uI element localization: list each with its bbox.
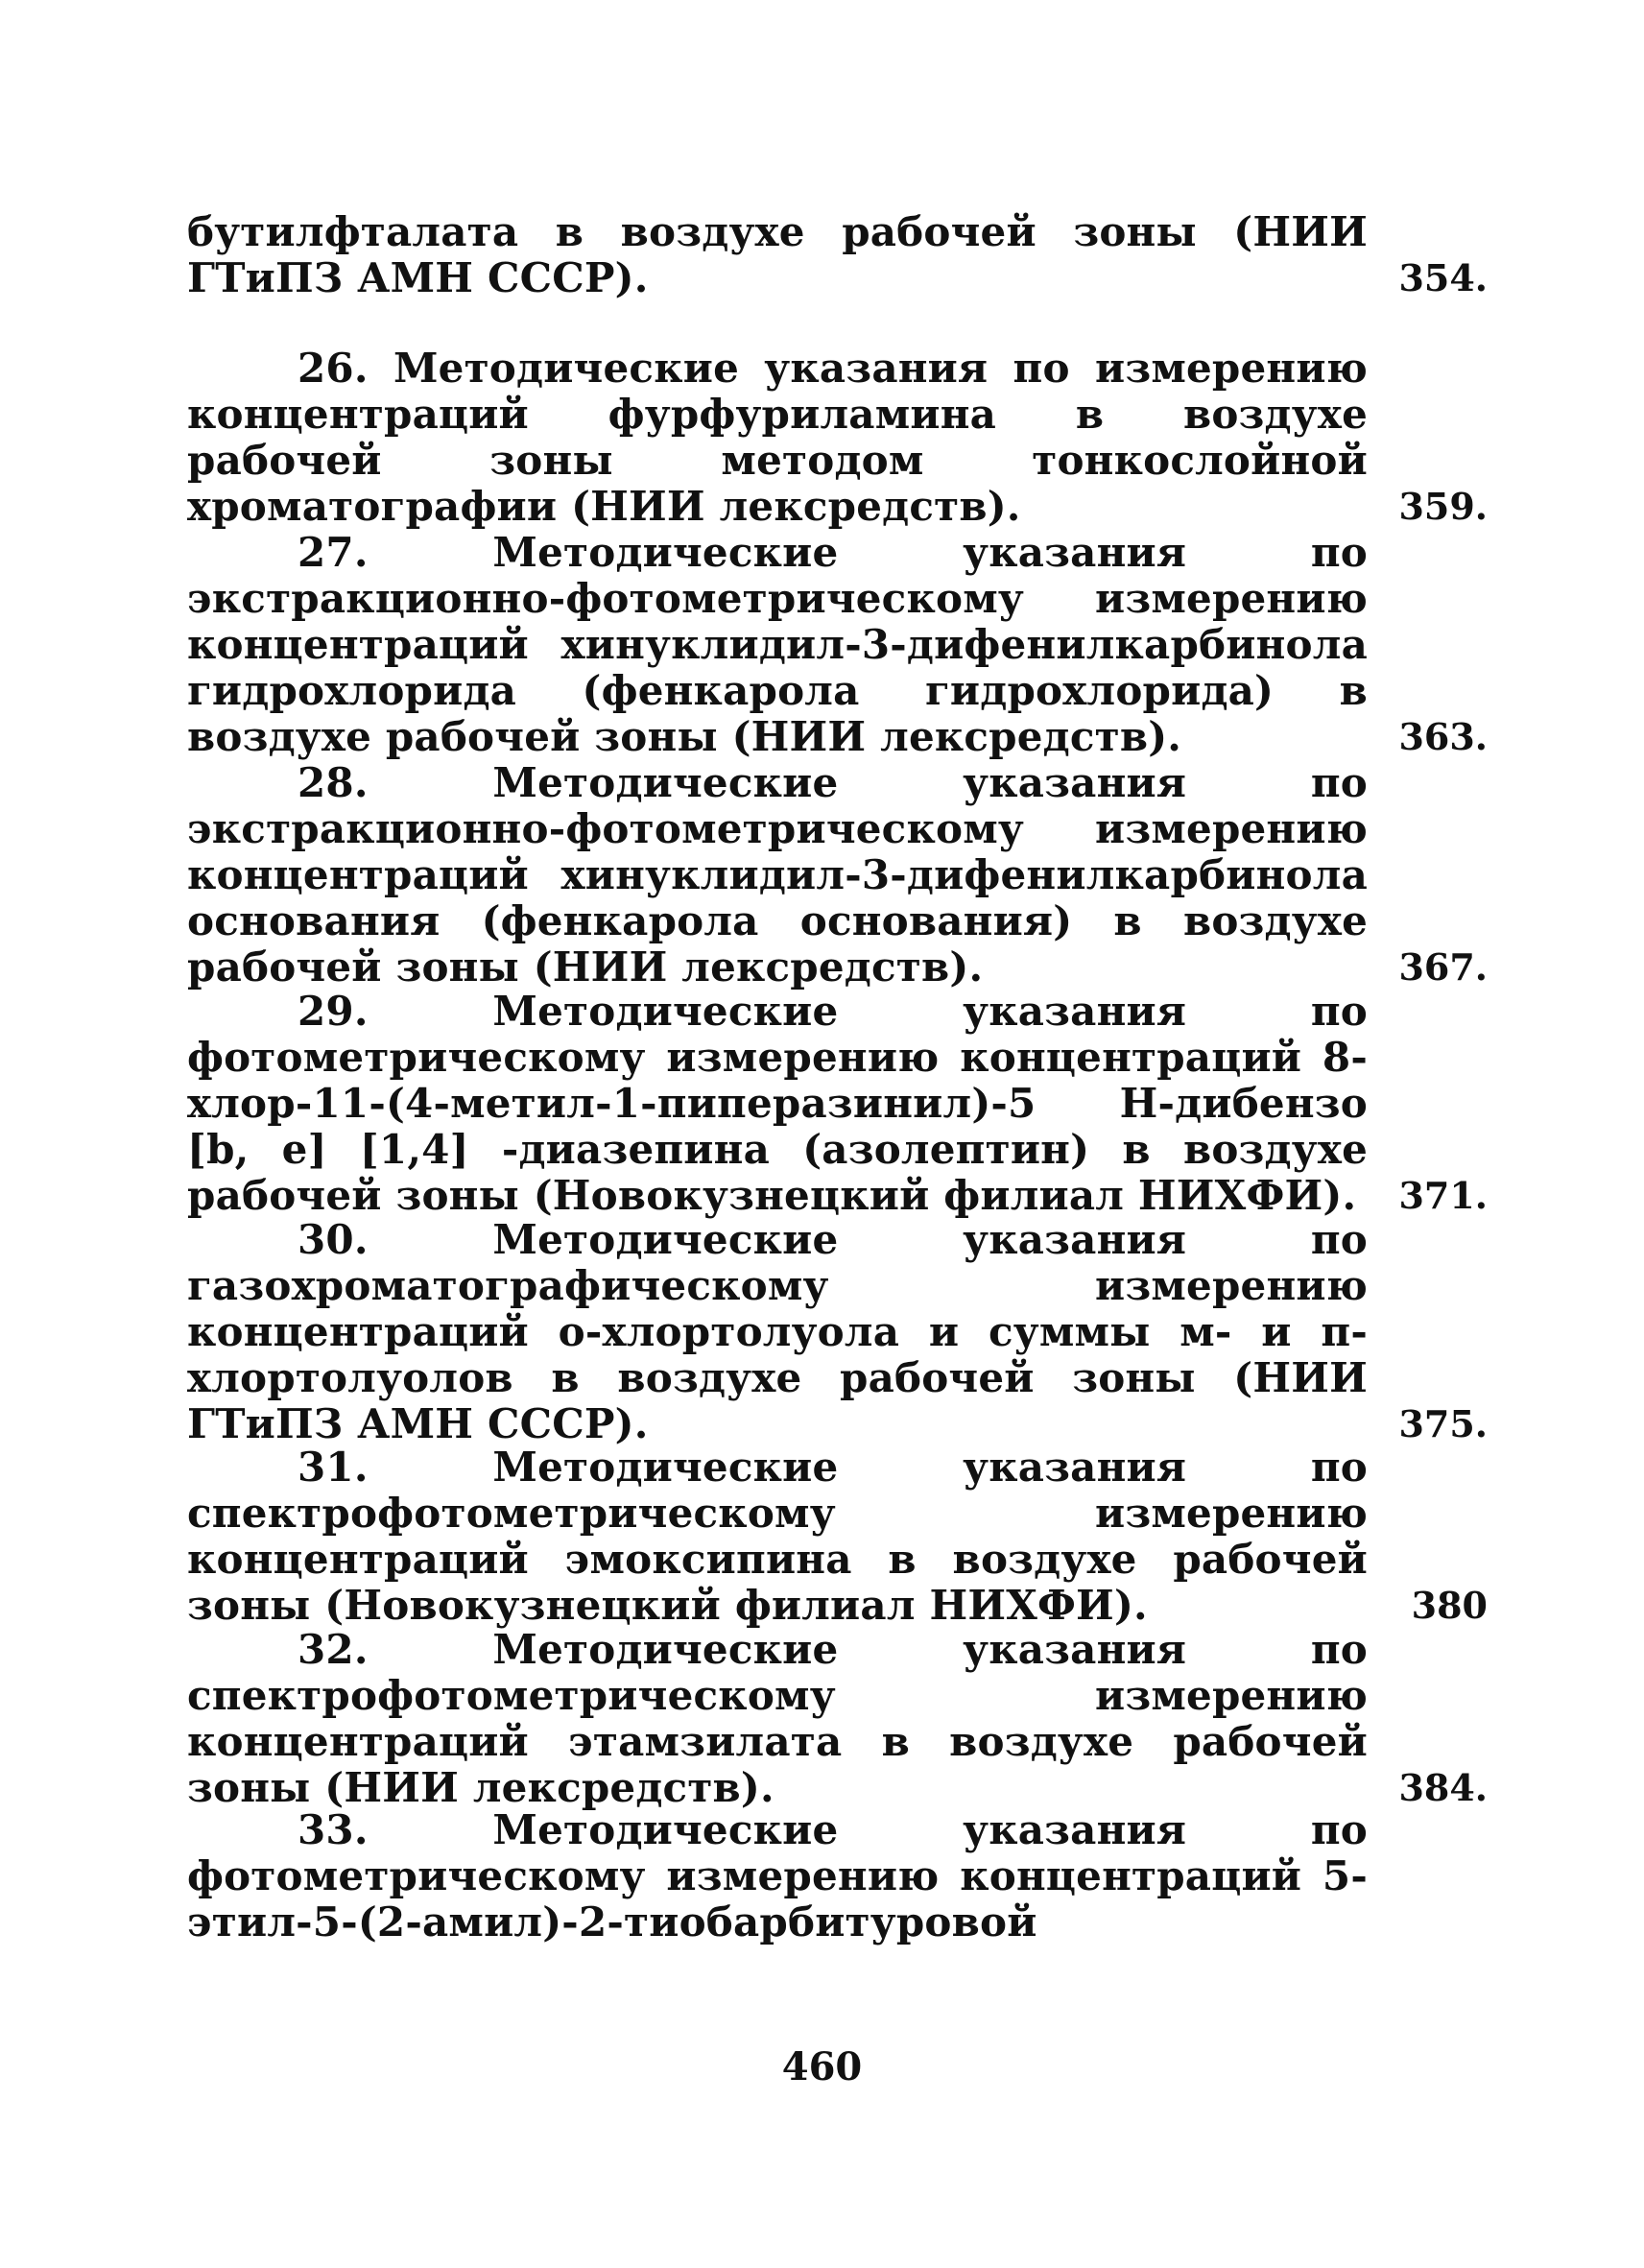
toc-entry-26: [187, 346, 1488, 530]
entry-page-ref: 384.: [1398, 1766, 1488, 1809]
entry-page-ref: 380: [1411, 1584, 1488, 1627]
entry-text: 30. Методические указания по газохроматографическому измерению концентраций о-хлортолуола и суммы м- и п-хлортолуолов в воздухе рабочей зоны (НИИ ГТиПЗ АМН СССР).: [187, 1216, 1368, 1447]
entry-text: 28. Методические указания по экстракционно-фотометрическому измерению концентраций хинуклидил-3-дифенилкарбинола основания (фенкарола основания) в воздухе рабочей зоны (НИИ лексредств).: [187, 759, 1368, 991]
entry-page-ref: 375.: [1398, 1402, 1488, 1445]
entry-text: 33. Методические указания по фотометрическому измерению концентраций 5-этил-5-(2-амил)-2-тиобарбитуровой: [187, 1806, 1368, 1946]
entry-text: 32. Методические указания по спектрофотометрическому измерению концентраций этамзилата в воздухе рабочей зоны (НИИ лексредств).: [187, 1626, 1368, 1811]
entry-text: бутилфталата в воздухе рабочей зоны (НИИ ГТиПЗ АМН СССР).: [187, 208, 1368, 301]
entry-text: 31. Методические указания по спектрофотометрическому измерению концентраций эмоксипина в воздухе рабочей зоны (Новокузнецкий филиал НИХФИ).: [187, 1444, 1368, 1629]
toc-entry-31: [187, 1444, 1488, 1629]
toc-entry-32: [187, 1627, 1488, 1811]
entry-page-ref: 359.: [1398, 485, 1488, 528]
entry-page-ref: 363.: [1398, 715, 1488, 758]
toc-entry-29: [187, 989, 1488, 1219]
toc-entry-33: [187, 1806, 1488, 1946]
toc-entry-25-continuation: [187, 209, 1488, 301]
toc-entry-28: [187, 760, 1488, 991]
page-number: 460: [781, 2044, 863, 2089]
entry-text: 26. Методические указания по измерению концентраций фурфуриламина в воздухе рабочей зоны методом тонкослойной хроматографии (НИИ лексредств).: [187, 345, 1368, 530]
toc-entry-30: [187, 1217, 1488, 1447]
toc-entry-27: [187, 530, 1488, 760]
entry-text: 27. Методические указания по экстракционно-фотометрическому измерению концентраций хинуклидил-3-дифенилкарбинола гидрохлорида (фенкарола гидрохлорида) в воздухе рабочей зоны (НИИ лексредств).: [187, 529, 1368, 760]
entry-page-ref: 371.: [1398, 1174, 1488, 1217]
entry-page-ref: 354.: [1398, 256, 1488, 299]
entry-text: 29. Методические указания по фотометрическому измерению концентраций 8-хлор-11-(4-метил-1-пиперазинил)-5 Н-дибензо [b, e] [1,4] -диазепина (азолептин) в воздухе рабочей зоны (Новокузнецкий филиал НИХФИ).: [187, 988, 1368, 1219]
entry-page-ref: 367.: [1398, 945, 1488, 989]
